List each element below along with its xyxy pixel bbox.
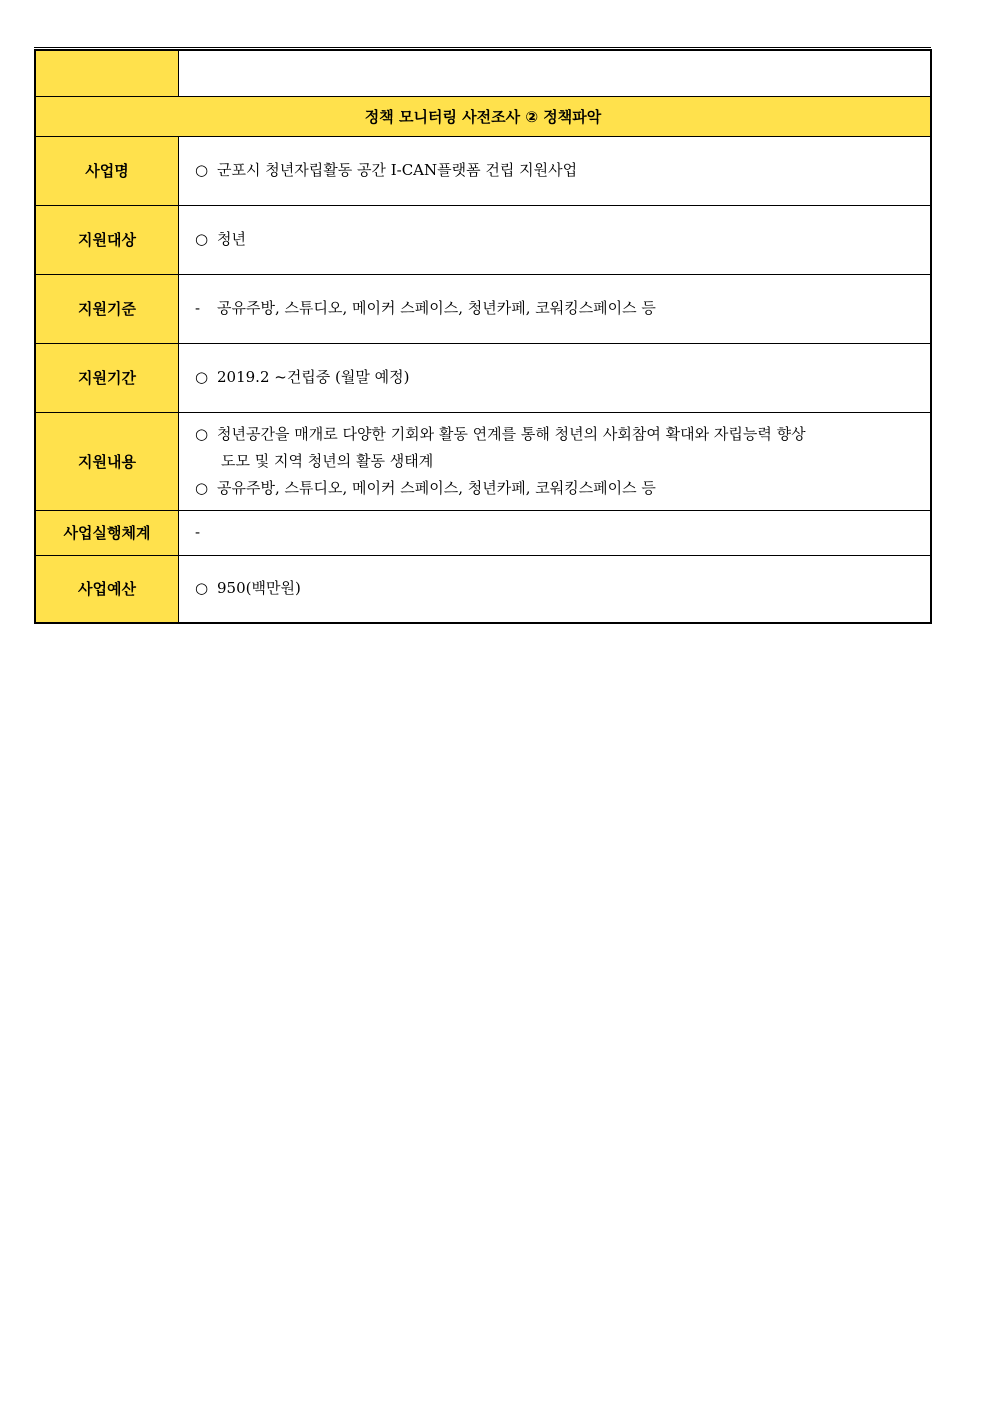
row-support-criteria (35, 274, 931, 343)
top-rule (34, 47, 931, 48)
header-value-cell (179, 50, 932, 96)
line-text: 2019.2 ~건립중 (월말 예정) (217, 368, 410, 386)
line-text: 청년공간을 매개로 다양한 기회와 활동 연계를 통해 청년의 사회참여 확대와 자립능력 향상 (217, 424, 806, 443)
support-period-label: 지원기간 (35, 343, 179, 412)
row-budget (35, 555, 931, 623)
budget-value (179, 555, 932, 623)
bullet-marker: ○ (195, 579, 209, 598)
line-text: 공유주방, 스튜디오, 메이커 스페이스, 청년카페, 코워킹스페이스 등 (217, 299, 656, 317)
content-line (195, 226, 930, 253)
section-title: 정책 모니터링 사전조사 ② 정책파악 (35, 96, 931, 136)
content-line-continuation (195, 448, 930, 475)
support-content-value (179, 412, 932, 510)
bullet-marker: ○ (195, 478, 209, 497)
support-criteria-value (179, 274, 932, 343)
line-text: 도모 및 지역 청년의 활동 생태계 (221, 451, 434, 470)
content-line (195, 157, 930, 184)
content-line (195, 475, 930, 502)
line-text: 청년 (217, 230, 246, 248)
execution-system-value (179, 510, 932, 555)
line-text: 군포시 청년자립활동 공간 I-CAN플랫폼 건립 지원사업 (217, 161, 578, 179)
dash-marker: - (195, 523, 201, 541)
support-period-value (179, 343, 932, 412)
row-project-name (35, 136, 931, 205)
row-support-target (35, 205, 931, 274)
section-title-row (35, 96, 931, 136)
dash-marker: - (195, 299, 201, 317)
line-text: 950(백만원) (217, 579, 301, 598)
content-line (195, 575, 930, 602)
execution-system-label: 사업실행체계 (35, 510, 179, 555)
budget-label: 사업예산 (35, 555, 179, 623)
bullet-marker: ○ (195, 368, 209, 386)
header-row (35, 50, 931, 96)
support-content-label: 지원내용 (35, 412, 179, 510)
content-line (195, 364, 930, 391)
row-execution-system (35, 510, 931, 555)
header-label-cell (35, 50, 179, 96)
project-name-value (179, 136, 932, 205)
row-support-content (35, 412, 931, 510)
row-support-period (35, 343, 931, 412)
policy-table (34, 49, 932, 624)
bullet-marker: ○ (195, 230, 209, 248)
bullet-marker: ○ (195, 424, 209, 443)
project-name-label: 사업명 (35, 136, 179, 205)
line-text: 공유주방, 스튜디오, 메이커 스페이스, 청년카페, 코워킹스페이스 등 (217, 478, 656, 497)
content-line (195, 519, 930, 546)
support-target-label: 지원대상 (35, 205, 179, 274)
support-criteria-label: 지원기준 (35, 274, 179, 343)
bullet-marker: ○ (195, 161, 209, 179)
content-line (195, 295, 930, 322)
content-line (195, 421, 930, 448)
support-target-value (179, 205, 932, 274)
